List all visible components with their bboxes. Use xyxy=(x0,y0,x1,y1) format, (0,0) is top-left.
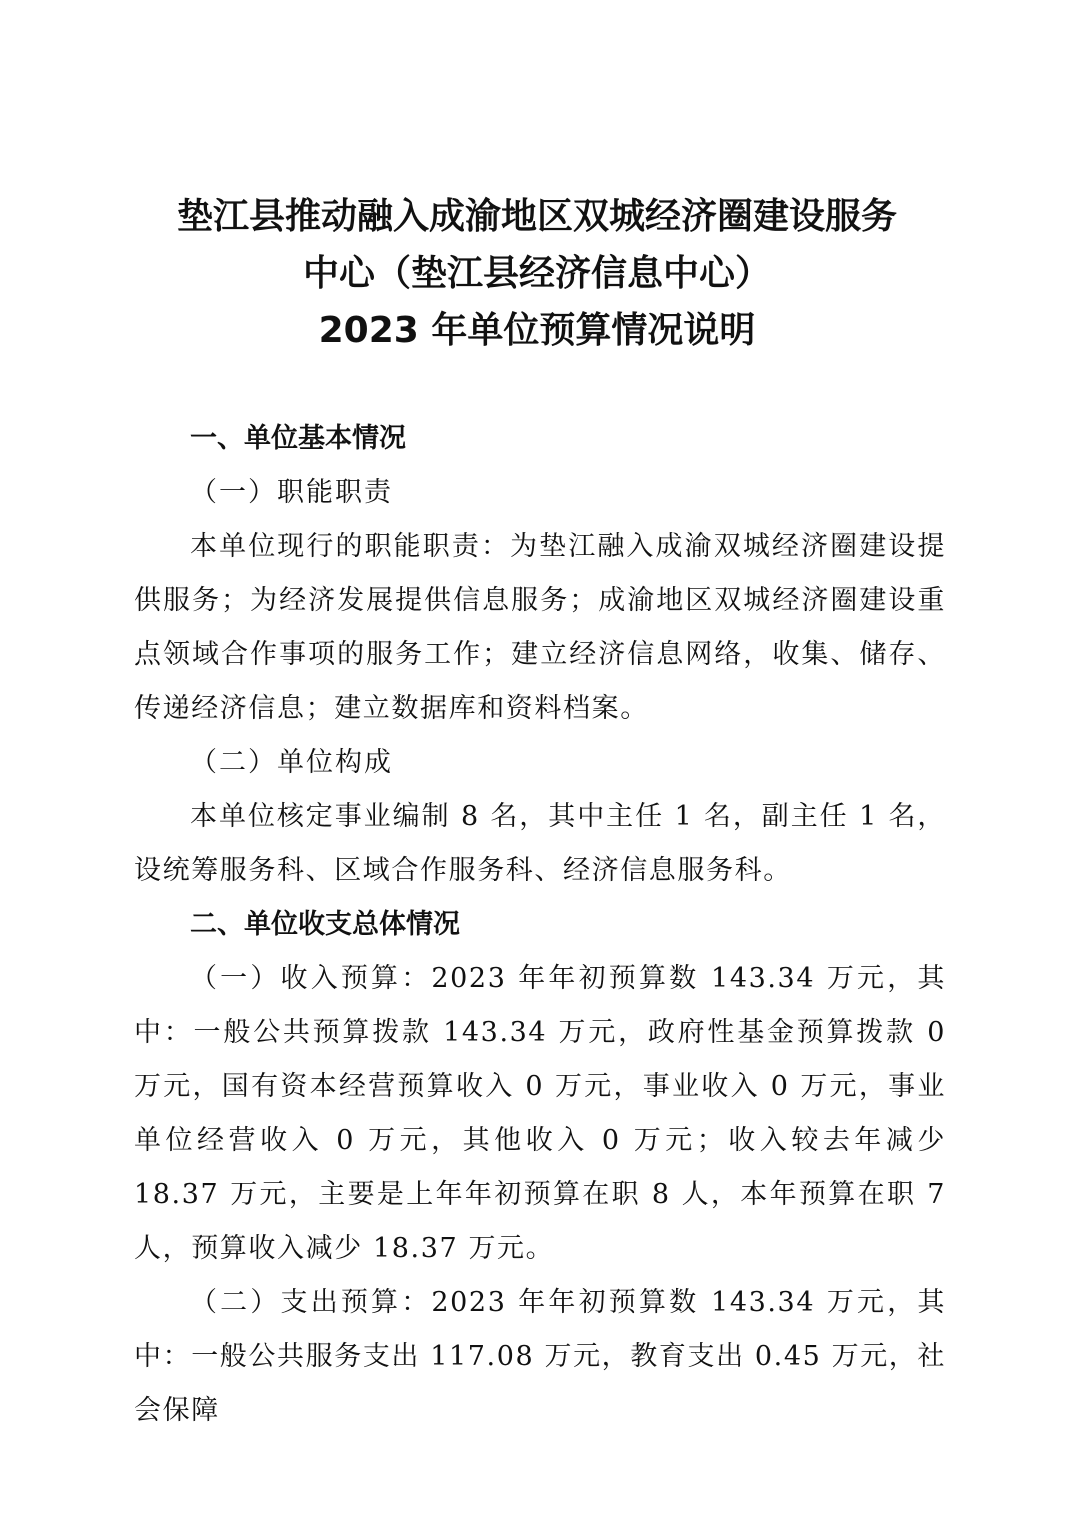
paragraph-duties: 本单位现行的职能职责：为垫江融入成渝双城经济圈建设提供服务；为经济发展提供信息服务；成渝地区双城经济圈建设重点领域合作事项的服务工作；建立经济信息网络，收集、储存、传递经济信息；建立数据库和资料档案。 xyxy=(134,531,946,724)
subheading-duties: （一）职能职责 xyxy=(190,477,393,508)
section-heading-budget-overview: 二、单位收支总体情况 xyxy=(190,909,460,940)
title-line-1: 垫江县推动融入成渝地区双城经济圈建设服务 xyxy=(176,196,897,237)
subheading-composition: （二）单位构成 xyxy=(190,747,393,778)
title-line-2: 中心（垫江县经济信息中心） xyxy=(302,253,771,294)
document-body xyxy=(134,412,946,1438)
paragraph-income-budget: （一）收入预算：2023 年年初预算数 143.34 万元，其中：一般公共预算拨款 143.34 万元，政府性基金预算拨款 0 万元，国有资本经营预算收入 0 万元，事业收入 0 万元，事业单位经营收入 0 万元，其他收入 0 万元；收入较去年减少 18.37 万元，主要是上年年初预算在职 8 人，本年预算在职 7 人，预算收入减少 18.37 万元。 xyxy=(134,963,946,1264)
section-heading-basic-info: 一、单位基本情况 xyxy=(190,423,406,454)
title-line-3: 2023 年单位预算情况说明 xyxy=(318,310,756,351)
paragraph-expenditure-budget: （二）支出预算：2023 年年初预算数 143.34 万元，其中：一般公共服务支出 117.08 万元，教育支出 0.45 万元，社会保障 xyxy=(134,1287,946,1426)
document-title xyxy=(0,188,1074,359)
paragraph-composition: 本单位核定事业编制 8 名，其中主任 1 名，副主任 1 名，设统筹服务科、区域合作服务科、经济信息服务科。 xyxy=(134,801,946,886)
